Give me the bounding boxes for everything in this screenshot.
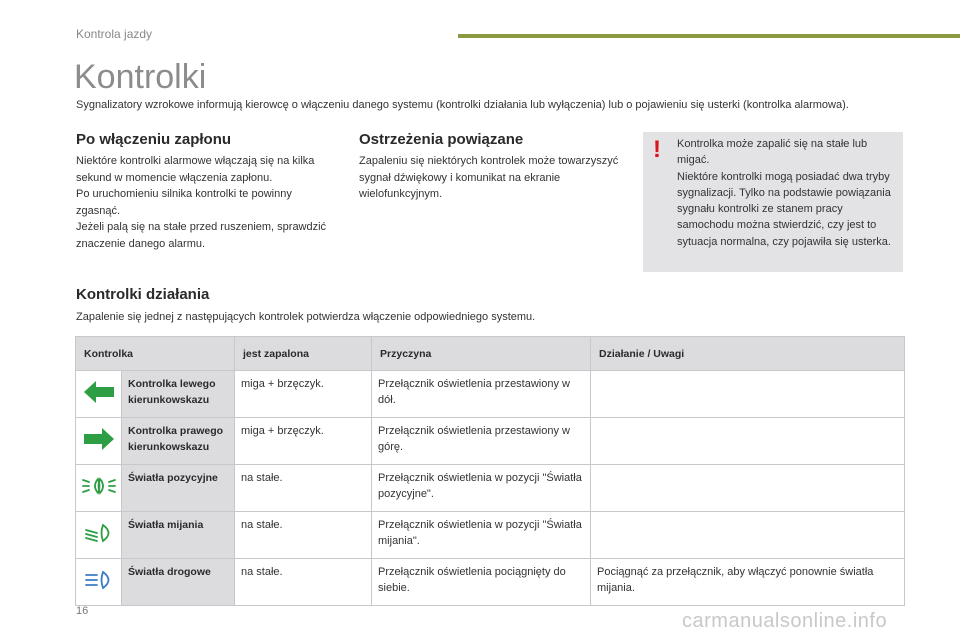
lamp-state: na stałe.: [235, 559, 372, 606]
page-title: Kontrolki: [74, 58, 207, 96]
warning-paragraph: Kontrolka może zapalić się na stałe lub migać.: [677, 138, 868, 167]
ignition-text: [76, 153, 328, 252]
lamp-name: Światła drogowe: [122, 559, 235, 606]
header-rule: [458, 34, 960, 38]
column-header-cause: Przyczyna: [372, 337, 591, 371]
heading-associated-warnings: Ostrzeżenia powiązane: [359, 131, 524, 148]
intro-text: Sygnalizatory wzrokowe informują kierowcę o włączeniu danego systemu (kontrolki działania lub wyłączenia) lub o pojawieniu się usterki (kontrolka alarmowa).: [76, 99, 849, 111]
icon-cell: [76, 371, 122, 418]
icon-cell: [76, 465, 122, 512]
table-header-row: [76, 337, 905, 371]
lamp-action: [591, 418, 905, 465]
main-beam-icon: [83, 569, 115, 591]
heading-operation-lamps: Kontrolki działania: [76, 286, 210, 303]
ignition-paragraph: Po uruchomieniu silnika kontrolki te powinny zgasnąć.: [76, 188, 292, 217]
table-row: [76, 371, 905, 418]
table-row: [76, 512, 905, 559]
lamp-name: Kontrolka lewego kierunkowskazu: [122, 371, 235, 418]
left-turn-arrow-icon: [82, 379, 116, 405]
lamp-action: [591, 512, 905, 559]
table-row: [76, 559, 905, 606]
associated-warnings-text: [359, 153, 621, 203]
operation-lamps-lead: Zapalenie się jednej z następujących kontrolek potwierdza włączenie odpowiedniego systemu.: [76, 311, 536, 323]
lamp-cause: Przełącznik oświetlenia przestawiony w dół.: [372, 371, 591, 418]
lamp-cause: Przełącznik oświetlenia w pozycji "Światła pozycyjne".: [372, 465, 591, 512]
exclamation-icon: !: [653, 136, 661, 163]
page-number: 16: [76, 605, 89, 617]
lamp-action: Pociągnąć za przełącznik, aby włączyć ponownie światła mijania.: [591, 559, 905, 606]
lamp-cause: Przełącznik oświetlenia przestawiony w górę.: [372, 418, 591, 465]
lamp-name: Kontrolka prawego kierunkowskazu: [122, 418, 235, 465]
lamp-cause: Przełącznik oświetlenia pociągnięty do siebie.: [372, 559, 591, 606]
ignition-paragraph: Niektóre kontrolki alarmowe włączają się na kilka sekund w momencie włączenia zapłonu.: [76, 155, 315, 184]
warning-text: [677, 136, 899, 250]
lamp-state: na stałe.: [235, 512, 372, 559]
lamp-state: na stałe.: [235, 465, 372, 512]
column-header-action: Działanie / Uwagi: [591, 337, 905, 371]
lamp-name: Światła pozycyjne: [122, 465, 235, 512]
warning-lamps-table: [75, 336, 905, 606]
icon-cell: [76, 559, 122, 606]
dipped-beam-icon: [83, 522, 115, 544]
table-row: [76, 465, 905, 512]
icon-cell: [76, 512, 122, 559]
lamp-state: miga + brzęczyk.: [235, 418, 372, 465]
column-header-lamp: Kontrolka: [76, 337, 235, 371]
lamp-state: miga + brzęczyk.: [235, 371, 372, 418]
lamp-name: Światła mijania: [122, 512, 235, 559]
lamp-cause: Przełącznik oświetlenia w pozycji "Światła mijania".: [372, 512, 591, 559]
warning-paragraph: Niektóre kontrolki mogą posiadać dwa tryby sygnalizacji. Tylko na podstawie powiązania sygnału kontrolki ze stanem pracy samochodu można stwierdzić, czy jest to sytuacja normalna, czy pojawiła się usterka.: [677, 170, 891, 248]
position-lights-icon: [81, 475, 117, 497]
watermark: carmanualsonline.info: [682, 610, 888, 632]
lamp-action: [591, 371, 905, 418]
heading-ignition: Po włączeniu zapłonu: [76, 131, 232, 148]
associated-warnings-paragraph: Zapaleniu się niektórych kontrolek może towarzyszyć sygnał dźwiękowy i komunikat na ekranie wielofunkcyjnym.: [359, 155, 619, 200]
ignition-paragraph: Jeżeli palą się na stałe przed ruszeniem, sprawdzić znaczenie danego alarmu.: [76, 221, 327, 250]
icon-cell: [76, 418, 122, 465]
right-turn-arrow-icon: [82, 426, 116, 452]
table-row: [76, 418, 905, 465]
section-label: Kontrola jazdy: [76, 27, 153, 41]
column-header-state: jest zapalona: [235, 337, 372, 371]
lamp-action: [591, 465, 905, 512]
